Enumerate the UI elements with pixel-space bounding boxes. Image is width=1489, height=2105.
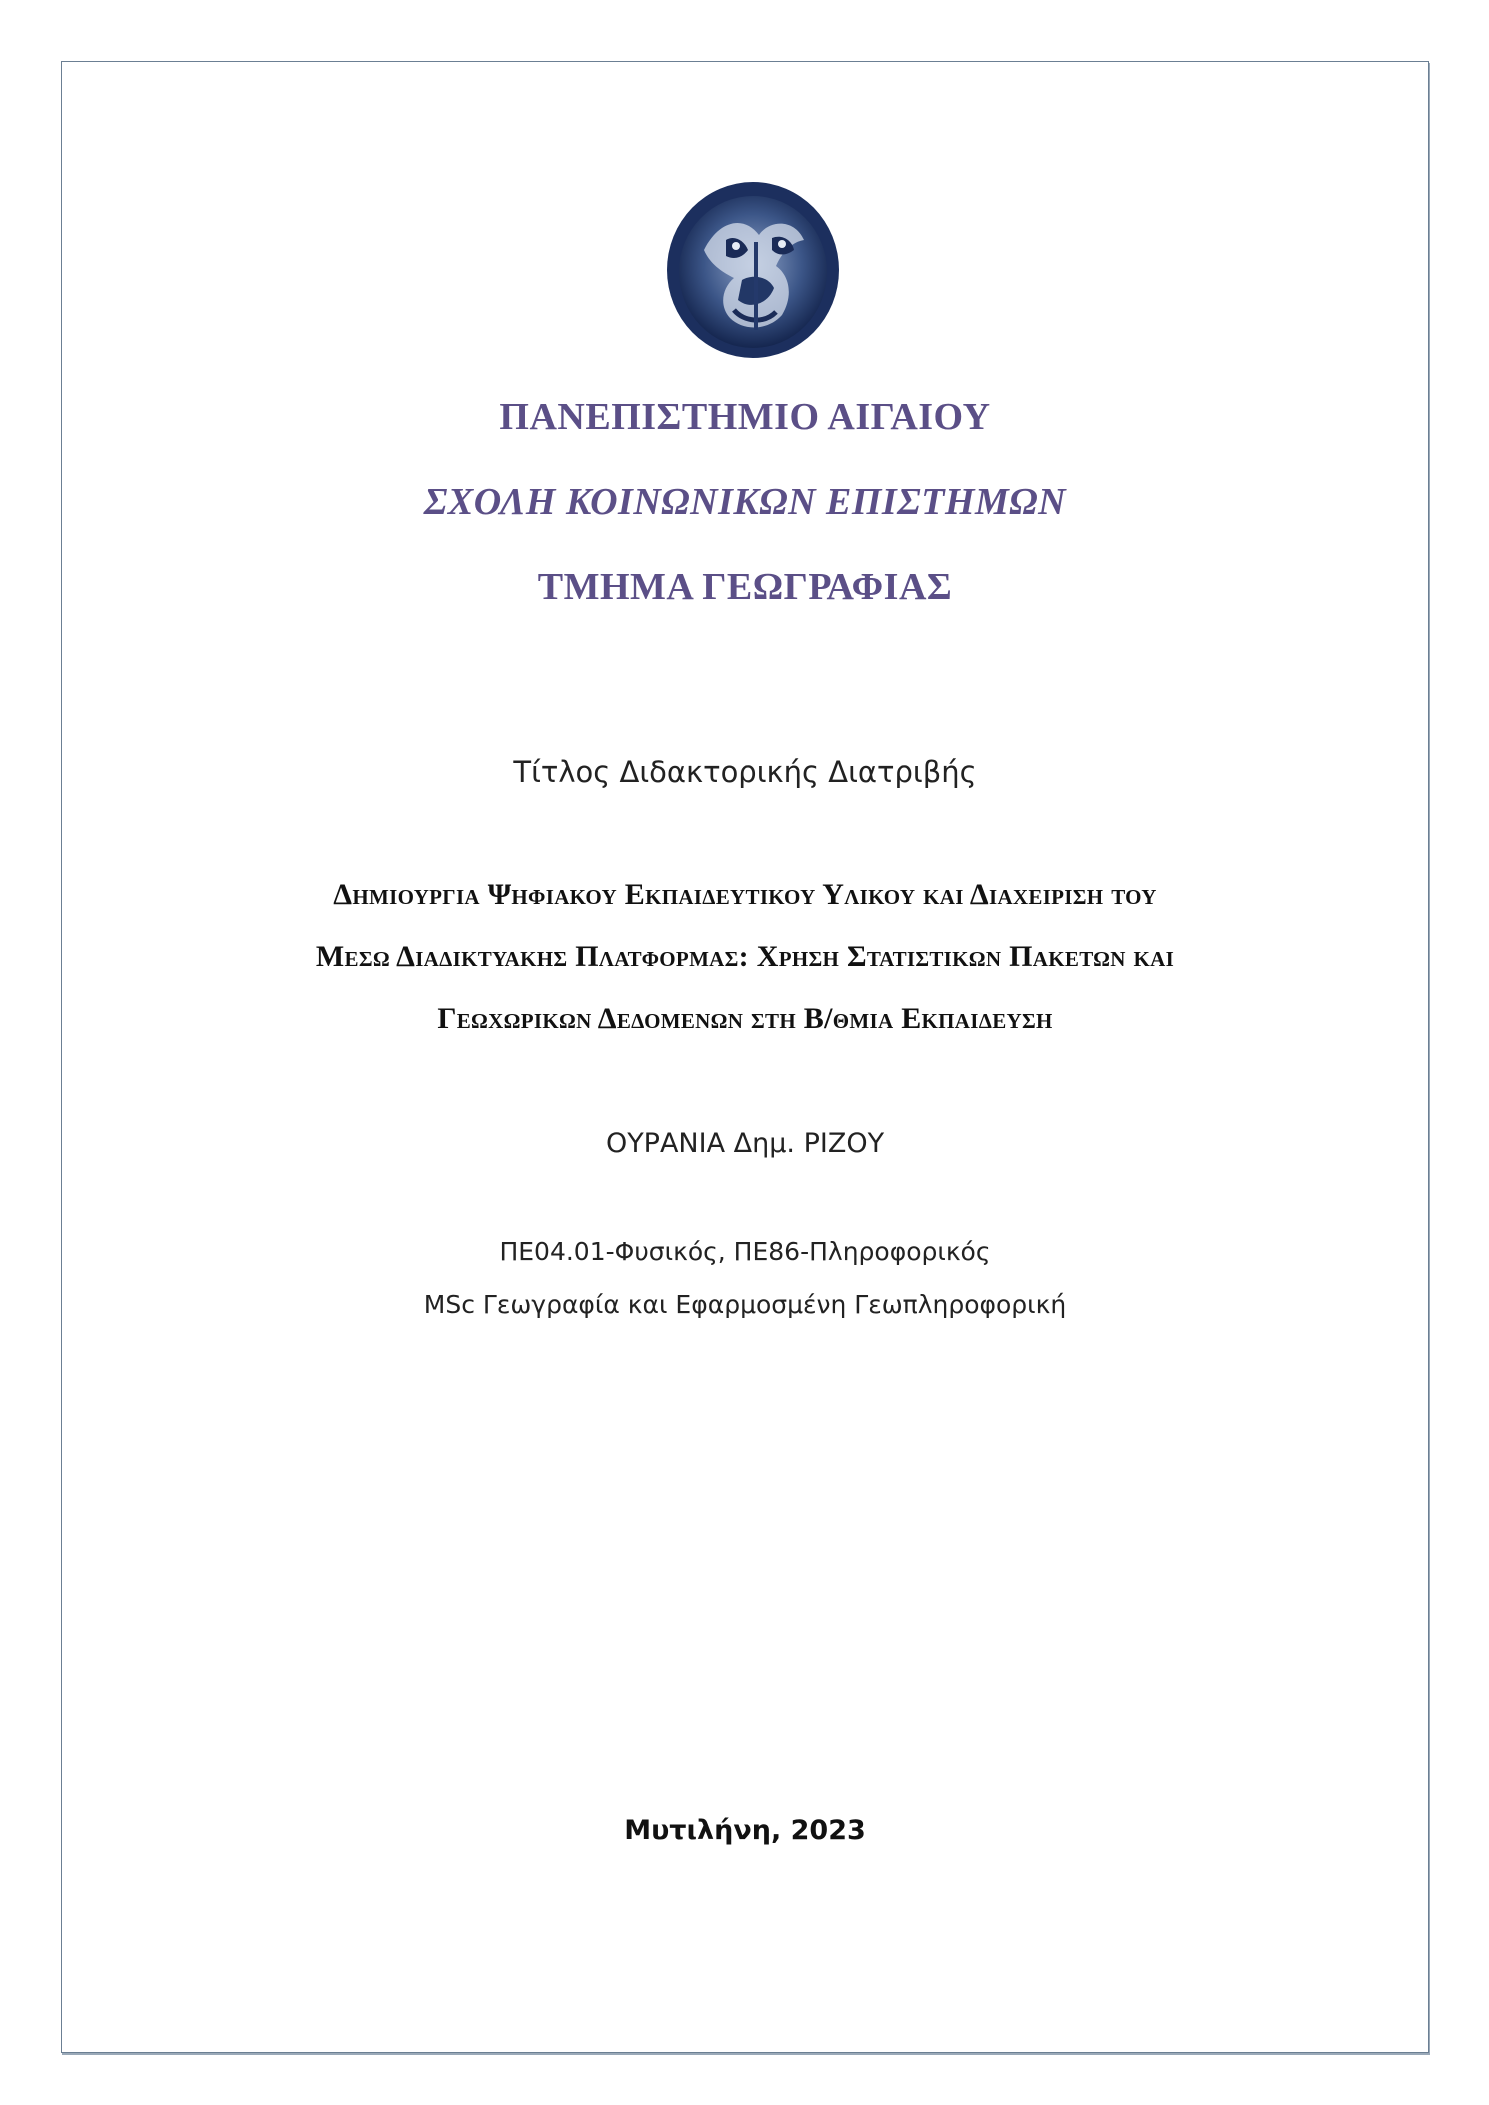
thesis-title-line-2: Μεσω Διαδικτυακης Πλατφορμας: Χρηση Στατιστικων Πακετων και [315, 940, 1175, 973]
author-name: ΟΥΡΑΝΙΑ Δημ. ΡΙΖΟΥ [605, 1128, 885, 1159]
university-name: ΠΑΝΕΠΙΣΤΗΜΙΟ ΑΙΓΑΙΟΥ [499, 396, 991, 438]
thesis-title-line-1: Δημιουργια Ψηφιακου Εκπαιδευτικου Υλικου και Διαχειριση του [333, 878, 1157, 911]
qualification-line-2: MSc Γεωγραφία και Εφαρμοσμένη Γεωπληροφορική [423, 1290, 1067, 1319]
university-seal-icon [664, 180, 842, 360]
school-name: ΣΧΟΛΗ ΚΟΙΝΩΝΙΚΩΝ ΕΠΙΣΤΗΜΩΝ [423, 481, 1067, 523]
department-name: ΤΜΗΜΑ ΓΕΩΓΡΑΦΙΑΣ [537, 566, 953, 608]
thesis-label: Τίτλος Διδακτορικής Διατριβής [513, 755, 977, 789]
place-and-date: Μυτιλήνη, 2023 [624, 1815, 866, 1846]
thesis-title-line-3: Γεωχωρικων Δεδομενων στη Β/θμια Εκπαιδευση [437, 1002, 1053, 1035]
qualification-line-1: ΠΕ04.01-Φυσικός, ΠΕ86-Πληροφορικός [499, 1237, 991, 1266]
